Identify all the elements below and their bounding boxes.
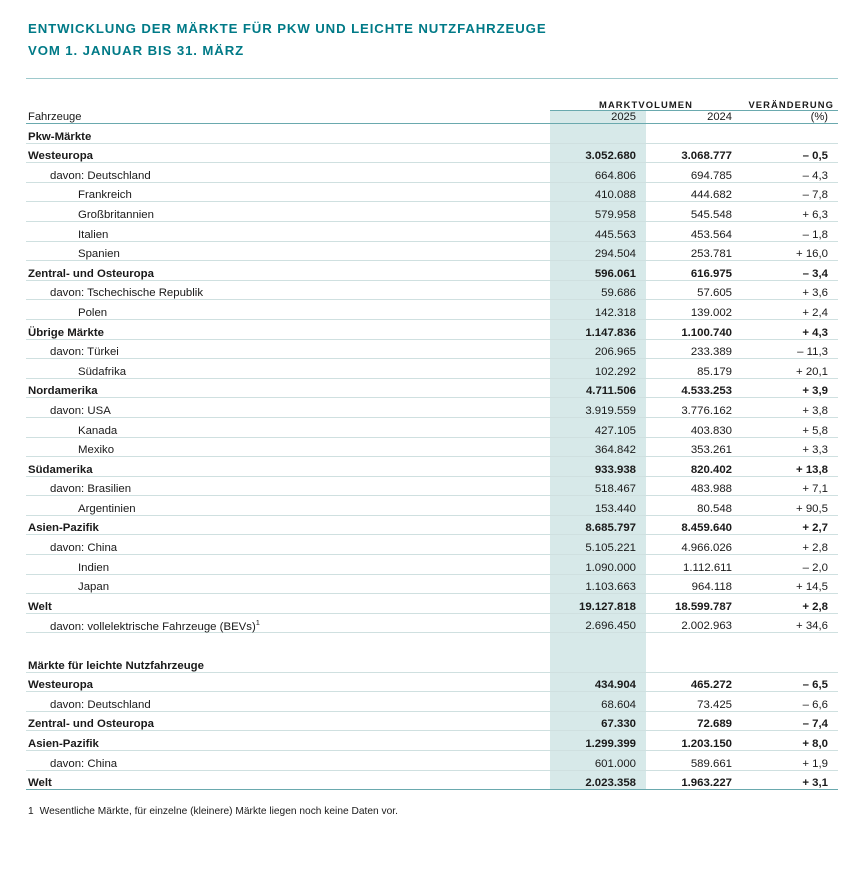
row-value-change [742, 653, 838, 673]
row-label: Polen [26, 300, 550, 320]
row-value-change: – 0,5 [742, 143, 838, 163]
table-row [26, 280, 838, 300]
table-row [26, 574, 838, 594]
row-value-2024: 616.975 [646, 261, 742, 281]
row-label: Italien [26, 221, 550, 241]
row-value-2025: 601.000 [550, 751, 646, 771]
table-row [26, 731, 838, 751]
market-development-table [26, 99, 838, 790]
row-value-2025: 579.958 [550, 202, 646, 222]
row-value-change: + 2,8 [742, 535, 838, 555]
row-value-2025: 3.919.559 [550, 398, 646, 418]
table-row [26, 241, 838, 261]
row-value-2024: 545.548 [646, 202, 742, 222]
row-label: davon: vollelektrische Fahrzeuge (BEVs)$^1$ [26, 613, 550, 633]
row-value-change: + 2,8 [742, 594, 838, 614]
row-value-change: + 6,3 [742, 202, 838, 222]
column-header-2025: 2025 [550, 111, 646, 124]
footnote-marker: 1 [255, 617, 260, 627]
row-value-2024: 444.682 [646, 182, 742, 202]
row-value-2024: 820.402 [646, 457, 742, 477]
row-label: Südamerika [26, 457, 550, 477]
row-value-2024: 8.459.640 [646, 515, 742, 535]
table-row [26, 417, 838, 437]
row-value-change: + 2,4 [742, 300, 838, 320]
table-column-header-row [26, 111, 838, 124]
table-body [26, 124, 838, 790]
table-row [26, 770, 838, 790]
group-header-market-volume: MARKTVOLUMEN [550, 99, 742, 111]
row-value-2025: 364.842 [550, 437, 646, 457]
table-section-row [26, 124, 838, 144]
table-row [26, 378, 838, 398]
table-row [26, 535, 838, 555]
footnote-number: 1 [28, 806, 34, 818]
row-label: Mexiko [26, 437, 550, 457]
row-value-2024: 353.261 [646, 437, 742, 457]
group-header-change: VERÄNDERUNG [742, 99, 838, 111]
row-label: Nordamerika [26, 378, 550, 398]
title-divider [26, 78, 838, 79]
row-value-change: + 13,8 [742, 457, 838, 477]
row-value-2025: 67.330 [550, 711, 646, 731]
group-header-spacer [26, 99, 550, 111]
row-value-2025: 933.938 [550, 457, 646, 477]
row-value-change: – 4,3 [742, 163, 838, 183]
row-label: davon: Türkei [26, 339, 550, 359]
page-title-line-2: VOM 1. JANUAR BIS 31. MÄRZ [28, 43, 245, 58]
row-value-2025: 4.711.506 [550, 378, 646, 398]
spacer-cell [550, 633, 646, 653]
row-value-change: + 4,3 [742, 319, 838, 339]
row-value-2024: 139.002 [646, 300, 742, 320]
row-label: Welt [26, 594, 550, 614]
row-value-change: + 20,1 [742, 359, 838, 379]
row-value-2025 [550, 124, 646, 144]
row-label: Südafrika [26, 359, 550, 379]
row-value-2025: 664.806 [550, 163, 646, 183]
row-label: davon: USA [26, 398, 550, 418]
row-value-2025: 3.052.680 [550, 143, 646, 163]
table-row [26, 143, 838, 163]
column-header-change-unit: (%) [742, 111, 838, 124]
column-header-2024: 2024 [646, 111, 742, 124]
row-label: Westeuropa [26, 143, 550, 163]
row-value-change: + 7,1 [742, 476, 838, 496]
row-value-2024: 18.599.787 [646, 594, 742, 614]
row-label: davon: Brasilien [26, 476, 550, 496]
row-value-change: – 2,0 [742, 555, 838, 575]
row-value-change: + 3,9 [742, 378, 838, 398]
row-value-2024: 403.830 [646, 417, 742, 437]
row-value-2024: 4.966.026 [646, 535, 742, 555]
row-label: Großbritannien [26, 202, 550, 222]
page-title [26, 18, 838, 62]
table-row [26, 221, 838, 241]
row-value-2024: 964.118 [646, 574, 742, 594]
row-value-change: + 3,8 [742, 398, 838, 418]
row-value-2025: 153.440 [550, 496, 646, 516]
row-label: Übrige Märkte [26, 319, 550, 339]
row-value-2025: 59.686 [550, 280, 646, 300]
row-value-2024 [646, 124, 742, 144]
table-row [26, 182, 838, 202]
row-value-2024: 57.605 [646, 280, 742, 300]
table-row [26, 672, 838, 692]
table-row [26, 261, 838, 281]
row-label: Frankreich [26, 182, 550, 202]
table-row [26, 751, 838, 771]
row-value-change: + 2,7 [742, 515, 838, 535]
table-row [26, 359, 838, 379]
row-value-change: + 1,9 [742, 751, 838, 771]
table-row [26, 457, 838, 477]
table-row [26, 163, 838, 183]
table-row [26, 711, 838, 731]
row-value-2024: 80.548 [646, 496, 742, 516]
row-value-change [742, 124, 838, 144]
table-row [26, 339, 838, 359]
row-value-2024: 73.425 [646, 692, 742, 712]
row-value-2025: 68.604 [550, 692, 646, 712]
footnote [26, 806, 838, 817]
spacer-cell [742, 633, 838, 653]
row-label: Pkw-Märkte [26, 124, 550, 144]
row-value-2025: 2.696.450 [550, 613, 646, 633]
table-spacer-row [26, 633, 838, 653]
table-row [26, 398, 838, 418]
column-header-vehicles: Fahrzeuge [26, 111, 550, 124]
row-label: Welt [26, 770, 550, 790]
row-label: davon: China [26, 751, 550, 771]
table-row [26, 613, 838, 633]
row-label: davon: Deutschland [26, 692, 550, 712]
table-section-row [26, 653, 838, 673]
table-row [26, 319, 838, 339]
row-label: davon: Deutschland [26, 163, 550, 183]
row-value-2024: 2.002.963 [646, 613, 742, 633]
row-value-change: – 1,8 [742, 221, 838, 241]
row-value-2024: 3.068.777 [646, 143, 742, 163]
row-value-2024: 465.272 [646, 672, 742, 692]
table-row [26, 692, 838, 712]
row-value-change: + 90,5 [742, 496, 838, 516]
table-group-header-row [26, 99, 838, 111]
row-value-2025: 294.504 [550, 241, 646, 261]
row-value-2025: 142.318 [550, 300, 646, 320]
row-label: Argentinien [26, 496, 550, 516]
spacer-cell [26, 633, 550, 653]
row-value-2025: 1.090.000 [550, 555, 646, 575]
table-row [26, 555, 838, 575]
table-row [26, 496, 838, 516]
row-value-2025: 19.127.818 [550, 594, 646, 614]
row-value-change: – 3,4 [742, 261, 838, 281]
row-value-2025: 2.023.358 [550, 770, 646, 790]
row-value-2025: 1.147.836 [550, 319, 646, 339]
row-label: Zentral- und Osteuropa [26, 711, 550, 731]
spacer-cell [646, 633, 742, 653]
table-row [26, 202, 838, 222]
row-value-change: + 16,0 [742, 241, 838, 261]
table-row [26, 594, 838, 614]
row-value-change: + 3,6 [742, 280, 838, 300]
table-row [26, 515, 838, 535]
row-value-2025: 1.103.663 [550, 574, 646, 594]
row-value-change: + 14,5 [742, 574, 838, 594]
row-value-2024: 253.781 [646, 241, 742, 261]
row-value-change: – 11,3 [742, 339, 838, 359]
row-value-2025: 596.061 [550, 261, 646, 281]
row-value-change: + 3,3 [742, 437, 838, 457]
row-value-2025: 427.105 [550, 417, 646, 437]
row-value-2024: 1.100.740 [646, 319, 742, 339]
row-value-2025 [550, 653, 646, 673]
row-label: Zentral- und Osteuropa [26, 261, 550, 281]
row-value-change: + 3,1 [742, 770, 838, 790]
row-value-change: + 8,0 [742, 731, 838, 751]
row-value-2024: 4.533.253 [646, 378, 742, 398]
row-value-2025: 410.088 [550, 182, 646, 202]
row-value-2025: 445.563 [550, 221, 646, 241]
row-value-2024 [646, 653, 742, 673]
table-row [26, 437, 838, 457]
row-label: Japan [26, 574, 550, 594]
row-value-2025: 5.105.221 [550, 535, 646, 555]
row-value-2025: 434.904 [550, 672, 646, 692]
row-value-change: – 7,4 [742, 711, 838, 731]
row-value-2024: 694.785 [646, 163, 742, 183]
row-value-2024: 1.203.150 [646, 731, 742, 751]
row-value-2025: 102.292 [550, 359, 646, 379]
row-value-change: – 6,6 [742, 692, 838, 712]
row-label: Westeuropa [26, 672, 550, 692]
row-value-2024: 1.963.227 [646, 770, 742, 790]
row-value-change: – 6,5 [742, 672, 838, 692]
row-value-2024: 85.179 [646, 359, 742, 379]
table-row [26, 476, 838, 496]
row-label: Spanien [26, 241, 550, 261]
table-row [26, 300, 838, 320]
row-value-2024: 3.776.162 [646, 398, 742, 418]
row-value-2024: 453.564 [646, 221, 742, 241]
row-label: Indien [26, 555, 550, 575]
row-value-2024: 72.689 [646, 711, 742, 731]
row-value-2025: 206.965 [550, 339, 646, 359]
row-value-2024: 589.661 [646, 751, 742, 771]
row-label: Märkte für leichte Nutzfahrzeuge [26, 653, 550, 673]
row-label: Asien-Pazifik [26, 515, 550, 535]
page-title-line-1: ENTWICKLUNG DER MÄRKTE FÜR PKW UND LEICHTE NUTZFAHRZEUGE [28, 21, 547, 36]
row-value-2025: 8.685.797 [550, 515, 646, 535]
row-value-change: + 34,6 [742, 613, 838, 633]
row-value-change: – 7,8 [742, 182, 838, 202]
row-value-2024: 483.988 [646, 476, 742, 496]
row-label: Asien-Pazifik [26, 731, 550, 751]
row-label: davon: Tschechische Republik [26, 280, 550, 300]
row-label: Kanada [26, 417, 550, 437]
row-label: davon: China [26, 535, 550, 555]
row-value-2025: 1.299.399 [550, 731, 646, 751]
row-value-2025: 518.467 [550, 476, 646, 496]
footnote-text: Wesentliche Märkte, für einzelne (kleinere) Märkte liegen noch keine Daten vor. [39, 806, 398, 818]
row-value-change: + 5,8 [742, 417, 838, 437]
row-value-2024: 1.112.611 [646, 555, 742, 575]
row-value-2024: 233.389 [646, 339, 742, 359]
